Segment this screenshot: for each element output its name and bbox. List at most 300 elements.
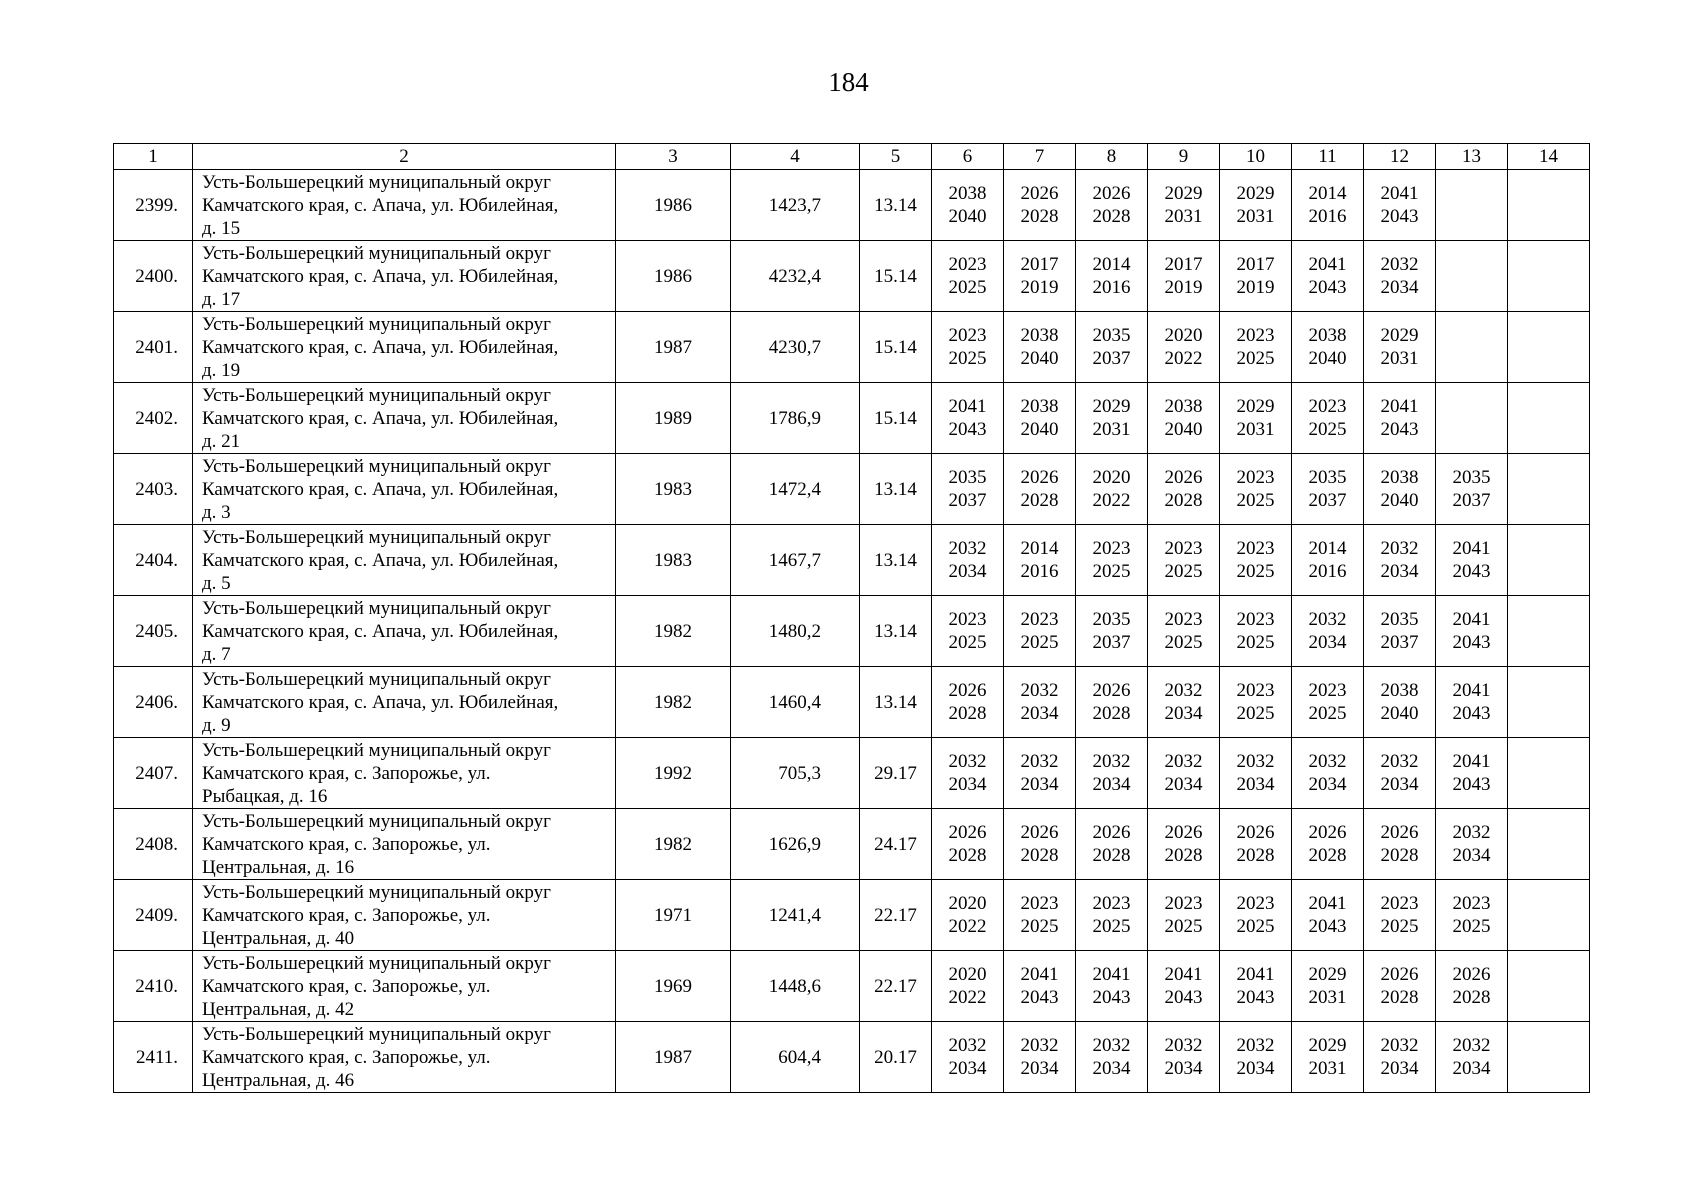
period-end-year: 2031 [1236,419,1275,440]
period-start-year: 2032 [1308,751,1347,772]
period-start-year: 2041 [1020,964,1059,985]
address-line: д. 15 [202,217,241,239]
period-start-year: 2023 [1020,609,1059,630]
period-cell-col-12 [1364,170,1436,241]
period-start-year: 2026 [1380,964,1419,985]
build-year: 1987 [616,312,731,383]
period-cell-col-11 [1292,312,1364,383]
period-end-year: 2028 [948,845,987,866]
period-end-year: 2034 [1452,1058,1491,1079]
period-cell-col-8 [1076,312,1148,383]
period-start-year: 2035 [1452,467,1491,488]
period-end-year: 2019 [1236,277,1275,298]
build-year: 1992 [616,738,731,809]
period-end-year: 2025 [1236,490,1275,511]
period-start-year: 2023 [948,609,987,630]
period-cell-col-12 [1364,809,1436,880]
period-cell-col-14 [1508,880,1590,951]
period-cell-col-14 [1508,809,1590,880]
period-cell-col-7 [1004,454,1076,525]
period-start-year: 2032 [1380,538,1419,559]
period-cell-col-6 [932,738,1004,809]
period-start-year: 2017 [1164,254,1203,275]
period-start-year: 2017 [1020,254,1059,275]
period-start-year: 2026 [948,822,987,843]
period-end-year: 2025 [1020,632,1059,653]
period-end-year: 2043 [1452,703,1491,724]
period-end-year: 2025 [1452,916,1491,937]
total-area: 1423,7 [731,170,860,241]
period-end-year: 2022 [948,987,987,1008]
period-cell-col-13 [1436,454,1508,525]
period-start-year: 2041 [1380,183,1419,204]
period-cell-col-13 [1436,880,1508,951]
period-start-year: 2032 [1452,822,1491,843]
period-start-year: 2023 [948,254,987,275]
build-year: 1983 [616,454,731,525]
period-start-year: 2032 [1236,1035,1275,1056]
column-header-6: 6 [932,144,1004,170]
period-cell-col-9 [1148,241,1220,312]
period-end-year: 2028 [1092,206,1131,227]
build-year: 1986 [616,170,731,241]
period-start-year: 2041 [1236,964,1275,985]
period-start-year: 2023 [1236,680,1275,701]
address-line: д. 21 [202,430,241,452]
period-start-year: 2032 [948,751,987,772]
period-cell-col-12 [1364,312,1436,383]
period-end-year: 2028 [1092,845,1131,866]
period-cell-col-11 [1292,1022,1364,1093]
row-number: 2409. [114,880,193,951]
period-start-year: 2038 [1020,325,1059,346]
period-start-year: 2032 [1164,1035,1203,1056]
period-cell-col-6 [932,880,1004,951]
table-row [114,454,1590,525]
address-line: Усть-Большерецкий муниципальный округ [202,455,551,477]
period-cell-col-13 [1436,809,1508,880]
period-start-year: 2041 [1164,964,1203,985]
period-cell-col-6 [932,525,1004,596]
period-cell-col-6 [932,667,1004,738]
period-end-year: 2034 [1380,1058,1419,1079]
period-end-year: 2040 [1164,419,1203,440]
total-area: 1467,7 [731,525,860,596]
period-end-year: 2025 [1236,703,1275,724]
period-start-year: 2032 [1380,254,1419,275]
period-start-year: 2038 [1020,396,1059,417]
period-start-year: 2029 [1308,1035,1347,1056]
period-cell-col-6 [932,809,1004,880]
period-cell-col-10 [1220,951,1292,1022]
period-cell-col-11 [1292,667,1364,738]
period-end-year: 2043 [1452,774,1491,795]
period-cell-col-13 [1436,241,1508,312]
period-end-year: 2037 [1380,632,1419,653]
period-end-year: 2034 [948,774,987,795]
period-end-year: 2025 [1164,632,1203,653]
period-start-year: 2029 [1092,396,1131,417]
code-cell: 13.14 [860,454,932,525]
period-start-year: 2014 [1020,538,1059,559]
table-row [114,951,1590,1022]
period-end-year: 2025 [1236,632,1275,653]
address-cell [193,312,616,383]
period-cell-col-6 [932,596,1004,667]
period-end-year: 2034 [1380,277,1419,298]
address-line: Камчатского края, с. Запорожье, ул. [202,975,491,997]
build-year: 1982 [616,809,731,880]
period-start-year: 2014 [1308,538,1347,559]
period-end-year: 2043 [1452,561,1491,582]
period-end-year: 2043 [948,419,987,440]
period-cell-col-11 [1292,738,1364,809]
period-end-year: 2019 [1020,277,1059,298]
period-end-year: 2034 [948,561,987,582]
period-cell-col-14 [1508,525,1590,596]
row-number: 2401. [114,312,193,383]
period-end-year: 2025 [1236,916,1275,937]
column-header-3: 3 [616,144,731,170]
address-line: Центральная, д. 42 [202,998,355,1020]
total-area: 1786,9 [731,383,860,454]
period-cell-col-7 [1004,880,1076,951]
row-number: 2403. [114,454,193,525]
period-end-year: 2040 [1020,419,1059,440]
period-end-year: 2031 [1092,419,1131,440]
period-cell-col-8 [1076,383,1148,454]
period-start-year: 2041 [1452,609,1491,630]
period-start-year: 2023 [1380,893,1419,914]
period-end-year: 2028 [1308,845,1347,866]
period-cell-col-12 [1364,454,1436,525]
period-cell-col-7 [1004,241,1076,312]
period-start-year: 2038 [1380,680,1419,701]
address-line: Камчатского края, с. Апача, ул. Юбилейная, [202,620,559,642]
period-start-year: 2023 [1236,538,1275,559]
period-start-year: 2038 [1308,325,1347,346]
period-start-year: 2032 [1020,1035,1059,1056]
period-start-year: 2029 [1308,964,1347,985]
period-start-year: 2035 [948,467,987,488]
table-row [114,596,1590,667]
period-start-year: 2029 [1236,183,1275,204]
period-start-year: 2041 [1380,396,1419,417]
period-cell-col-10 [1220,809,1292,880]
page-number: 184 [828,67,869,97]
period-end-year: 2043 [1164,987,1203,1008]
period-end-year: 2037 [1092,632,1131,653]
row-number: 2406. [114,667,193,738]
period-cell-col-7 [1004,738,1076,809]
period-end-year: 2037 [948,490,987,511]
period-start-year: 2032 [1092,1035,1131,1056]
period-cell-col-9 [1148,880,1220,951]
table-body [114,170,1590,1093]
period-end-year: 2034 [1380,774,1419,795]
period-end-year: 2040 [948,206,987,227]
period-cell-col-8 [1076,1022,1148,1093]
period-start-year: 2032 [1020,680,1059,701]
period-end-year: 2025 [1308,703,1347,724]
period-cell-col-13 [1436,738,1508,809]
column-header-2: 2 [193,144,616,170]
period-end-year: 2028 [948,703,987,724]
period-cell-col-9 [1148,809,1220,880]
address-cell [193,241,616,312]
period-end-year: 2028 [1452,987,1491,1008]
period-cell-col-10 [1220,241,1292,312]
period-start-year: 2023 [1236,609,1275,630]
period-start-year: 2023 [1164,893,1203,914]
code-cell: 29.17 [860,738,932,809]
address-cell [193,667,616,738]
period-start-year: 2026 [1020,467,1059,488]
period-cell-col-9 [1148,738,1220,809]
period-start-year: 2026 [1236,822,1275,843]
address-cell [193,525,616,596]
period-end-year: 2022 [1092,490,1131,511]
build-year: 1986 [616,241,731,312]
period-cell-col-11 [1292,383,1364,454]
period-start-year: 2026 [1380,822,1419,843]
address-line: д. 5 [202,572,231,594]
build-year: 1982 [616,596,731,667]
period-cell-col-12 [1364,525,1436,596]
period-cell-col-13 [1436,170,1508,241]
period-cell-col-9 [1148,1022,1220,1093]
address-line: Камчатского края, с. Запорожье, ул. [202,904,491,926]
period-end-year: 2025 [1020,916,1059,937]
period-end-year: 2031 [1308,1058,1347,1079]
period-cell-col-8 [1076,241,1148,312]
address-cell [193,951,616,1022]
period-end-year: 2034 [1380,561,1419,582]
code-cell: 13.14 [860,667,932,738]
address-line: Камчатского края, с. Апача, ул. Юбилейная, [202,336,559,358]
code-cell: 15.14 [860,383,932,454]
period-cell-col-14 [1508,170,1590,241]
row-number: 2410. [114,951,193,1022]
table-row [114,667,1590,738]
address-line: Центральная, д. 46 [202,1069,355,1091]
column-header-5: 5 [860,144,932,170]
column-header-8: 8 [1076,144,1148,170]
table-row [114,1022,1590,1093]
period-start-year: 2014 [1092,254,1131,275]
period-cell-col-9 [1148,525,1220,596]
period-start-year: 2026 [1092,680,1131,701]
period-end-year: 2031 [1236,206,1275,227]
period-end-year: 2025 [948,348,987,369]
period-cell-col-11 [1292,809,1364,880]
period-cell-col-14 [1508,951,1590,1022]
code-cell: 20.17 [860,1022,932,1093]
period-start-year: 2032 [1380,751,1419,772]
period-start-year: 2041 [948,396,987,417]
address-line: Усть-Большерецкий муниципальный округ [202,1023,551,1045]
column-header-7: 7 [1004,144,1076,170]
total-area: 1626,9 [731,809,860,880]
housing-registry-table [113,143,1590,1093]
period-end-year: 2043 [1308,277,1347,298]
period-cell-col-12 [1364,383,1436,454]
period-cell-col-14 [1508,454,1590,525]
period-end-year: 2040 [1380,490,1419,511]
period-end-year: 2025 [948,277,987,298]
period-cell-col-10 [1220,667,1292,738]
period-start-year: 2035 [1092,325,1131,346]
build-year: 1989 [616,383,731,454]
table-row [114,809,1590,880]
period-start-year: 2032 [948,1035,987,1056]
address-line: Усть-Большерецкий муниципальный округ [202,739,551,761]
address-line: Усть-Большерецкий муниципальный округ [202,881,551,903]
period-start-year: 2029 [1164,183,1203,204]
period-cell-col-7 [1004,525,1076,596]
period-cell-col-7 [1004,170,1076,241]
row-number: 2411. [114,1022,193,1093]
period-start-year: 2017 [1236,254,1275,275]
code-cell: 15.14 [860,241,932,312]
address-cell [193,809,616,880]
address-line: д. 9 [202,714,231,736]
period-start-year: 2026 [1164,822,1203,843]
period-cell-col-10 [1220,738,1292,809]
period-end-year: 2016 [1308,561,1347,582]
total-area: 1460,4 [731,667,860,738]
column-header-10: 10 [1220,144,1292,170]
period-end-year: 2028 [1164,845,1203,866]
period-end-year: 2043 [1308,916,1347,937]
period-cell-col-14 [1508,312,1590,383]
address-line: Камчатского края, с. Апача, ул. Юбилейная, [202,194,559,216]
period-cell-col-9 [1148,667,1220,738]
period-start-year: 2026 [1020,183,1059,204]
period-cell-col-12 [1364,738,1436,809]
period-cell-col-13 [1436,1022,1508,1093]
period-cell-col-14 [1508,667,1590,738]
build-year: 1969 [616,951,731,1022]
address-line: Рыбацкая, д. 16 [202,785,328,807]
column-header-1: 1 [114,144,193,170]
header-row [114,144,1590,170]
period-cell-col-12 [1364,880,1436,951]
period-start-year: 2023 [1164,538,1203,559]
period-cell-col-6 [932,454,1004,525]
period-cell-col-8 [1076,454,1148,525]
period-cell-col-12 [1364,241,1436,312]
code-cell: 13.14 [860,170,932,241]
build-year: 1983 [616,525,731,596]
period-end-year: 2031 [1308,987,1347,1008]
period-cell-col-8 [1076,667,1148,738]
period-start-year: 2023 [1092,893,1131,914]
period-start-year: 2041 [1308,893,1347,914]
period-start-year: 2032 [1020,751,1059,772]
period-cell-col-9 [1148,951,1220,1022]
period-end-year: 2037 [1308,490,1347,511]
period-start-year: 2026 [1092,183,1131,204]
code-cell: 13.14 [860,525,932,596]
column-header-13: 13 [1436,144,1508,170]
table-row [114,738,1590,809]
period-end-year: 2025 [1164,561,1203,582]
address-cell [193,1022,616,1093]
address-line: д. 19 [202,359,241,381]
period-cell-col-8 [1076,596,1148,667]
period-cell-col-11 [1292,525,1364,596]
period-cell-col-7 [1004,667,1076,738]
address-line: Камчатского края, с. Апача, ул. Юбилейная, [202,407,559,429]
period-cell-col-10 [1220,880,1292,951]
address-line: Камчатского края, с. Запорожье, ул. [202,762,491,784]
period-end-year: 2034 [1452,845,1491,866]
period-start-year: 2026 [1452,964,1491,985]
address-cell [193,880,616,951]
period-end-year: 2043 [1380,206,1419,227]
period-cell-col-8 [1076,170,1148,241]
period-end-year: 2022 [1164,348,1203,369]
column-header-9: 9 [1148,144,1220,170]
period-cell-col-9 [1148,170,1220,241]
period-cell-col-6 [932,170,1004,241]
code-cell: 15.14 [860,312,932,383]
period-end-year: 2019 [1164,277,1203,298]
period-end-year: 2028 [1380,987,1419,1008]
period-end-year: 2043 [1236,987,1275,1008]
period-end-year: 2034 [1164,703,1203,724]
address-line: Камчатского края, с. Запорожье, ул. [202,1046,491,1068]
total-area: 4230,7 [731,312,860,383]
period-cell-col-8 [1076,809,1148,880]
period-start-year: 2038 [1380,467,1419,488]
period-end-year: 2028 [1380,845,1419,866]
build-year: 1987 [616,1022,731,1093]
table-row [114,241,1590,312]
period-cell-col-7 [1004,383,1076,454]
address-line: Камчатского края, с. Апача, ул. Юбилейная, [202,691,559,713]
period-end-year: 2043 [1092,987,1131,1008]
period-end-year: 2034 [1308,632,1347,653]
period-cell-col-14 [1508,1022,1590,1093]
period-cell-col-10 [1220,525,1292,596]
period-start-year: 2032 [1380,1035,1419,1056]
period-start-year: 2038 [948,183,987,204]
period-cell-col-11 [1292,241,1364,312]
address-line: Усть-Большерецкий муниципальный округ [202,952,551,974]
period-start-year: 2023 [1236,325,1275,346]
column-header-12: 12 [1364,144,1436,170]
period-cell-col-12 [1364,596,1436,667]
table-row [114,383,1590,454]
period-end-year: 2034 [1020,703,1059,724]
total-area: 705,3 [731,738,860,809]
period-end-year: 2034 [1308,774,1347,795]
period-cell-col-10 [1220,454,1292,525]
address-line: Камчатского края, с. Апача, ул. Юбилейная, [202,549,559,571]
period-start-year: 2032 [1092,751,1131,772]
row-number: 2405. [114,596,193,667]
period-start-year: 2023 [1236,467,1275,488]
address-cell [193,383,616,454]
period-cell-col-10 [1220,383,1292,454]
row-number: 2408. [114,809,193,880]
address-line: Усть-Большерецкий муниципальный округ [202,810,551,832]
period-start-year: 2032 [1452,1035,1491,1056]
period-cell-col-8 [1076,525,1148,596]
period-cell-col-6 [932,1022,1004,1093]
